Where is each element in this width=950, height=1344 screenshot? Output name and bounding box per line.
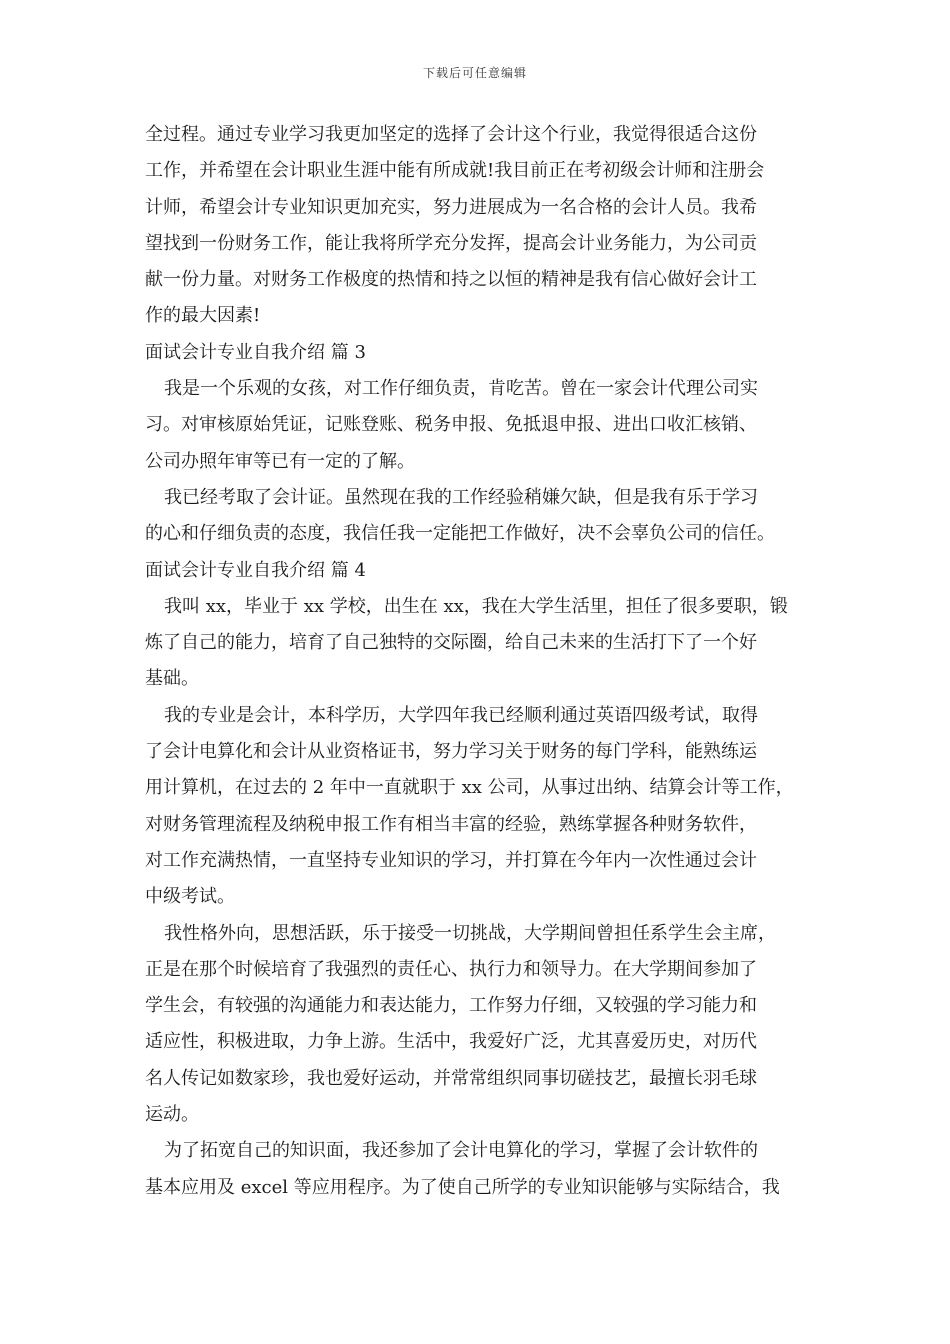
header-note: 下载后可任意编辑 (422, 66, 527, 80)
text-line: 我是一个乐观的女孩，对工作仔细负责，肯吃苦。曾在一家会计代理公司实 (164, 378, 758, 400)
text-line: 适应性，积极进取，力争上游。生活中，我爱好广泛，尤其喜爱历史，对历代 (145, 1031, 757, 1053)
text-line: 的心和仔细负责的态度，我信任我一定能把工作做好，决不会辜负公司的信任。 (145, 523, 775, 545)
text-line: 炼了自己的能力，培育了自己独特的交际圈，给自己未来的生活打下了一个好 (145, 632, 757, 654)
text-line: 计师，希望会计专业知识更加充实，努力进展成为一名合格的会计人员。我希 (145, 196, 757, 218)
text-line: 对工作充满热情，一直坚持专业知识的学习，并打算在今年内一次性通过会计 (145, 849, 757, 871)
text-line: 运动。 (145, 1104, 199, 1126)
text-line: 习。对审核原始凭证，记账登账、税务申报、免抵退申报、进出口收汇核销、 (145, 414, 757, 436)
text-line: 了会计电算化和会计从业资格证书，努力学习关于财务的每门学科，能熟练运 (145, 741, 757, 763)
text-line: 我已经考取了会计证。虽然现在我的工作经验稍嫌欠缺，但是我有乐于学习 (164, 486, 758, 508)
section-heading: 面试会计专业自我介绍 篇 4 (145, 559, 366, 581)
text-line: 我叫 xx，毕业于 xx 学校，出生在 xx，我在大学生活里，担任了很多要职，锻 (164, 595, 788, 617)
text-line: 我的专业是会计，本科学历，大学四年我已经顺利通过英语四级考试，取得 (164, 704, 758, 726)
text-line: 献一份力量。对财务工作极度的热情和持之以恒的精神是我有信心做好会计工 (145, 269, 757, 291)
document-body (145, 117, 815, 1206)
text-line: 学生会，有较强的沟通能力和表达能力，工作努力仔细，又较强的学习能力和 (145, 995, 757, 1017)
text-line: 公司办照年审等已有一定的了解。 (145, 450, 415, 472)
text-line: 对财务管理流程及纳税申报工作有相当丰富的经验，熟练掌握各种财务软件， (145, 813, 757, 835)
text-line: 望找到一份财务工作，能让我将所学充分发挥，提高会计业务能力，为公司贡 (145, 232, 757, 254)
text-line: 作的最大因素! (145, 305, 261, 327)
text-line: 全过程。通过专业学习我更加坚定的选择了会计这个行业，我觉得很适合这份 (145, 124, 757, 145)
section-heading: 面试会计专业自我介绍 篇 3 (145, 341, 366, 363)
text-line: 用计算机，在过去的 2 年中一直就职于 xx 公司，从事过出纳、结算会计等工作， (145, 777, 794, 799)
text-line: 我性格外向，思想活跃，乐于接受一切挑战，大学期间曾担任系学生会主席， (164, 922, 776, 944)
text-line: 正是在那个时候培育了我强烈的责任心、执行力和领导力。在大学期间参加了 (145, 958, 757, 980)
text-line: 为了拓宽自己的知识面，我还参加了会计电算化的学习，掌握了会计软件的 (164, 1140, 758, 1162)
text-line: 中级考试。 (145, 886, 235, 908)
text-line: 名人传记如数家珍，我也爱好运动，并常常组织同事切磋技艺，最擅长羽毛球 (145, 1067, 757, 1089)
text-line: 基础。 (145, 668, 199, 690)
text-line: 工作，并希望在会计职业生涯中能有所成就!我目前正在考初级会计师和注册会 (145, 160, 765, 182)
text-line: 基本应用及 excel 等应用程序。为了使自己所学的专业知识能够与实际结合，我 (145, 1176, 780, 1198)
